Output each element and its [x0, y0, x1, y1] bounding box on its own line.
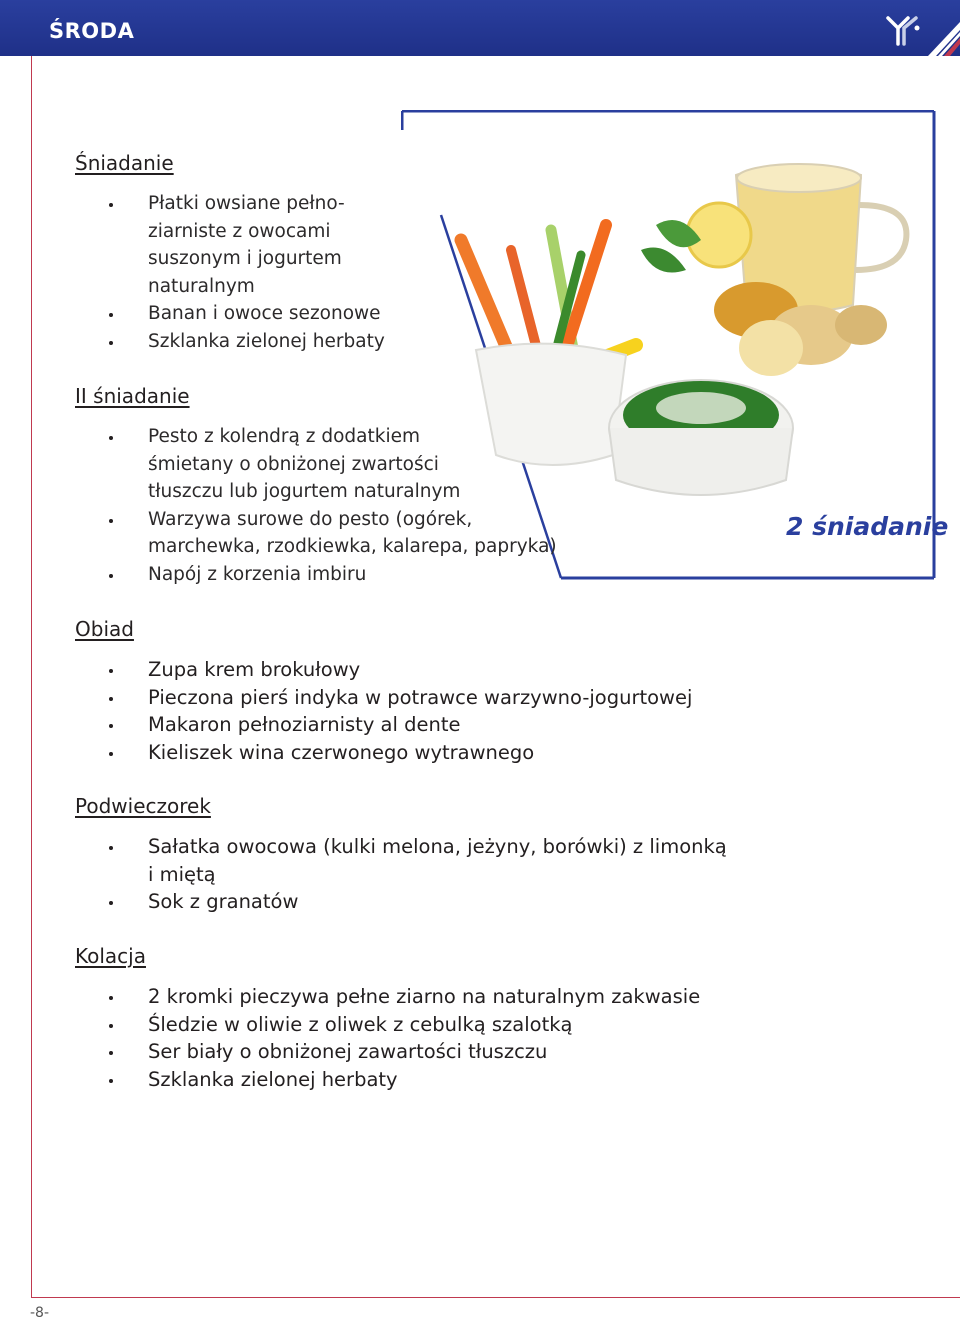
list-podwieczorek — [148, 833, 727, 916]
list-item: Kieliszek wina czerwonego wytrawnego — [148, 739, 692, 767]
list-item: Sałatka owocowa (kulki melona, jeżyny, borówki) z limonką — [148, 833, 727, 861]
list-item: Pieczona pierś indyka w potrawce warzywno-jogurtowej — [148, 684, 692, 712]
day-title: ŚRODA — [49, 19, 135, 43]
section-heading-obiad: Obiad — [75, 617, 134, 641]
list-item: Ser biały o obniżonej zawartości tłuszczu — [148, 1038, 700, 1066]
list-item: Banan i owoce sezonowe — [148, 300, 385, 328]
section-heading-ii-sniadanie: II śniadanie — [75, 384, 190, 408]
section-heading-podwieczorek: Podwieczorek — [75, 794, 211, 818]
list-item-continuation: i miętą — [148, 862, 216, 886]
list-item: Zupa krem brokułowy — [148, 656, 692, 684]
section-heading-sniadanie: Śniadanie — [75, 151, 174, 175]
list-item: 2 kromki pieczywa pełne ziarno na naturalnym zakwasie — [148, 983, 700, 1011]
list-item: Napój z korzenia imbiru — [148, 561, 557, 589]
page-number: -8- — [30, 1305, 50, 1321]
list-item: Szklanka zielonej herbaty — [148, 328, 385, 356]
list-kolacja — [148, 983, 700, 1093]
list-item: Szklanka zielonej herbaty — [148, 1066, 700, 1094]
list-item: Pesto z kolendrą z dodatkiem — [148, 423, 557, 451]
list-item-continuation: marchewka, rzodkiewka, kalarepa, papryka) — [148, 536, 557, 557]
brand-logo-icon — [884, 14, 922, 48]
list-item-continuation: naturalnym — [148, 275, 255, 297]
list-item-continuation: ziarniste z owocami — [148, 220, 331, 242]
page-frame-bottom — [31, 1297, 960, 1298]
list-item: Płatki owsiane pełno- — [148, 190, 385, 218]
photo-caption: 2 śniadanie — [786, 512, 949, 541]
list-sniadanie — [148, 190, 385, 355]
list-item: Sok z granatów — [148, 888, 727, 916]
list-item: Śledzie w oliwie z oliwek z cebulką szalotką — [148, 1011, 700, 1039]
section-heading-kolacja: Kolacja — [75, 944, 146, 968]
list-item: Warzywa surowe do pesto (ogórek, — [148, 506, 557, 534]
list-ii-sniadanie — [148, 423, 557, 588]
list-item-continuation: tłuszczu lub jogurtem naturalnym — [148, 481, 461, 502]
page-header — [0, 0, 960, 56]
page-frame-left — [31, 56, 32, 1298]
list-item-continuation: suszonym i jogurtem — [148, 248, 342, 269]
list-obiad — [148, 656, 692, 766]
list-item: Makaron pełnoziarnisty al dente — [148, 711, 692, 739]
list-item-continuation: śmietany o obniżonej zwartości — [148, 453, 439, 475]
